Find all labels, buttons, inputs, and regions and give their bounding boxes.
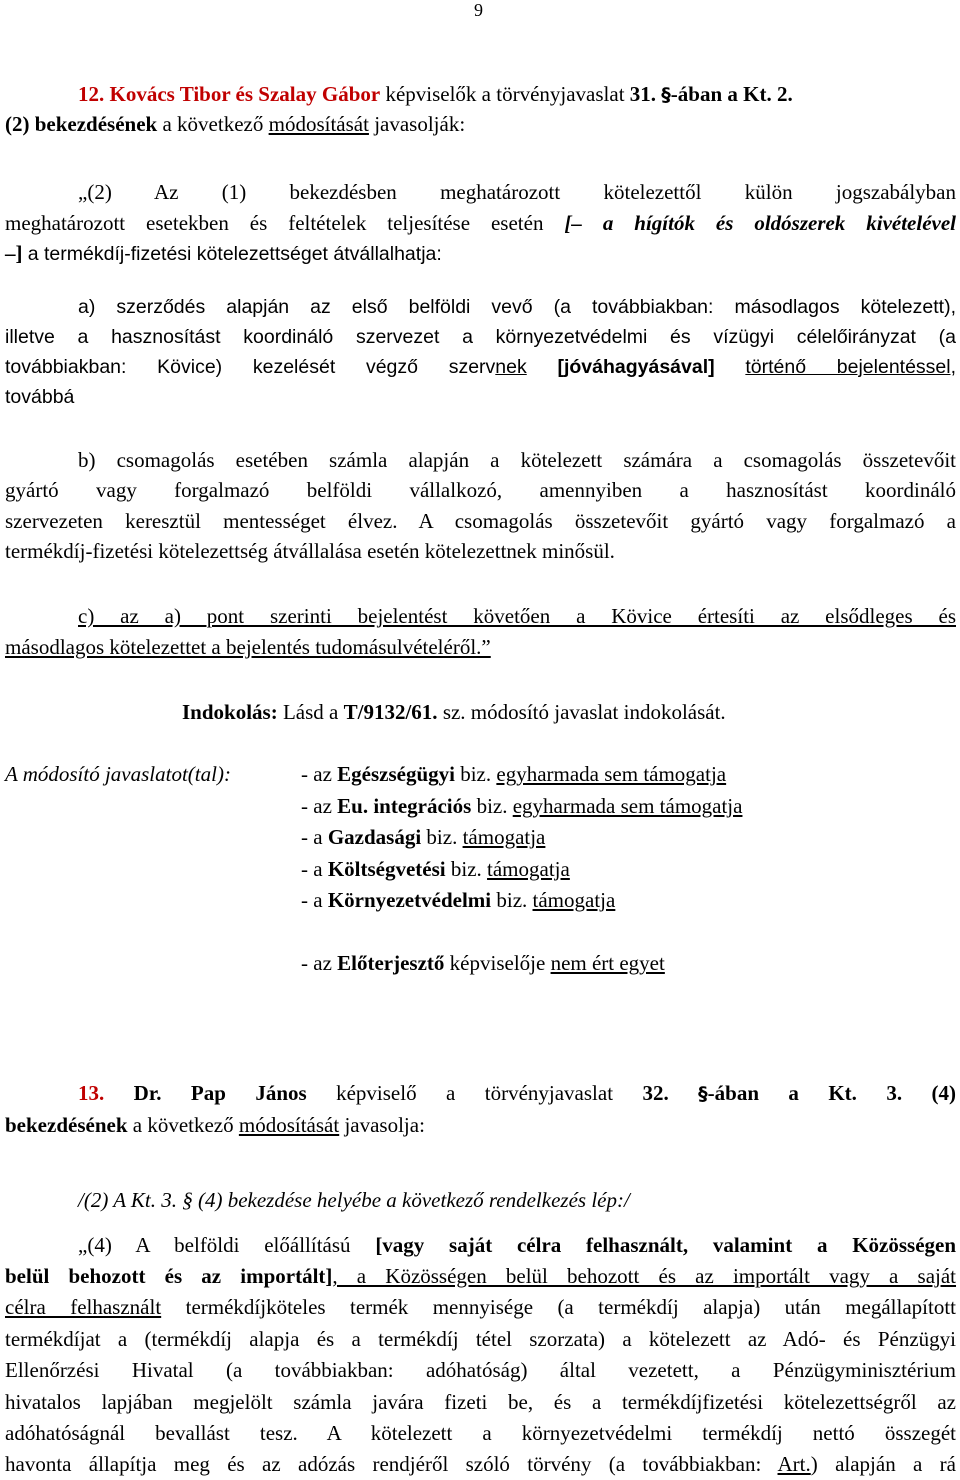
point-a-line3 <box>5 354 956 380</box>
item12-quote-line3 <box>5 240 956 267</box>
committee-vote-prefix: - az <box>301 762 332 786</box>
item12-section-sign: § <box>661 84 671 106</box>
item13-text-line1-a: „(4) A belföldi előállítású <box>78 1233 351 1257</box>
proposer-result: nem ért egyet <box>550 951 665 975</box>
committee-vote-suffix: biz. <box>460 762 492 786</box>
item13-text-line4: termékdíjat a (termékdíj alapja és a termékdíj tétel szorzata) a kötelezett az Adó- és Pénzügyi <box>5 1327 956 1351</box>
point-a-line3-suffix: nek <box>495 356 527 378</box>
item12-article: 31. <box>629 82 657 106</box>
item12-authors: Kovács Tibor és Szalay Gábor <box>109 82 381 106</box>
item12-intro-mod: módosítását <box>268 112 369 136</box>
item13-article-ref: -ában a Kt. 3. <box>707 1081 903 1105</box>
item13-text-line8-b: Art. <box>777 1452 811 1476</box>
point-b-line2: gyártó vagy forgalmazó belföldi vállalkozó, amennyiben a hasznosítást koordináló <box>5 478 956 502</box>
item12-intro-mid: képviselők a törvényjavaslat <box>385 82 625 106</box>
item12-quote-line2-text: meghatározott esetekben és feltételek teljesítése esetén <box>5 211 544 235</box>
committee-vote-result: támogatja <box>532 888 616 912</box>
item13-text-line7: adóhatóságnál bevallást tesz. A kötelezett a környezetvédelmi termékdíj nettó összegét <box>5 1421 956 1445</box>
item12-intro-end-a: a következő <box>162 112 264 136</box>
item13-text-line3 <box>5 1294 956 1320</box>
justification-text-a: Lásd a <box>282 700 339 724</box>
item13-author-name: Pap János <box>190 1081 307 1105</box>
item13-heading-line2 <box>5 1112 956 1138</box>
item13-text-line8 <box>5 1451 956 1477</box>
committee-vote-suffix: biz. <box>476 794 508 818</box>
item13-instruction: /(2) A Kt. 3. § (4) bekezdése helyébe a következő rendelkezés lép:/ <box>78 1188 630 1212</box>
committee-vote-prefix: - az <box>301 794 332 818</box>
item12-quote-line3-text: a termékdíj-fizetési kötelezettséget átvállalhatja: <box>27 243 442 265</box>
item12-number: 12. <box>78 82 105 106</box>
committee-vote-result: támogatja <box>487 857 570 881</box>
item13-text-line8-a: havonta állapítja meg és az adózás rendjéről szóló törvény (a továbbiakban: <box>5 1452 762 1476</box>
point-a-inserted: történő bejelentéssel, <box>745 356 957 378</box>
committee-vote-prefix: - a <box>301 825 323 849</box>
item13-intro-mod: módosítását <box>238 1113 340 1137</box>
committee-vote-suffix: biz. <box>450 857 482 881</box>
item13-heading <box>78 1080 956 1107</box>
point-c-line1: c) az a) pont szerinti bejelentést követően a Kövice értesíti az elsődleges és <box>78 604 956 628</box>
item13-text-line2 <box>5 1263 956 1289</box>
committee-vote-committee: Környezetvédelmi <box>327 888 492 912</box>
point-b-line4: termékdíj-fizetési kötelezettség átvállalása esetén kötelezettnek minősül. <box>5 539 615 563</box>
committee-vote-committee: Gazdasági <box>327 825 422 849</box>
point-a-line2: illetve a hasznosítást koordináló szervezet a környezetvédelmi és vízügyi célelőirányzat (a <box>5 326 956 348</box>
justification-text-b: sz. módosító javaslat indokolását. <box>442 700 726 724</box>
item13-intro-end-a: a következő <box>132 1113 234 1137</box>
committee-vote <box>301 856 901 882</box>
item13-deleted-1: [vagy saját célra felhasznált, valamint a Közösségen <box>375 1233 957 1257</box>
justification-ref: T/9132/61. <box>343 700 438 724</box>
item13-author-title: Dr. <box>133 1081 162 1105</box>
page-number: 9 <box>474 0 483 20</box>
committee-vote-prefix: - a <box>301 857 323 881</box>
item12-quote-line2 <box>5 210 956 236</box>
item13-intro-end-b: javasolja: <box>344 1113 425 1137</box>
committee-vote <box>301 824 901 850</box>
committee-vote <box>301 793 901 819</box>
proposer-suffix: képviselője <box>449 951 546 975</box>
point-b-line3: szervezeten keresztül mentességet élvez. A csomagolás összetevőit gyártó vagy forgalmazó a <box>5 509 956 533</box>
item12-paragraph-ref: (2) bekezdésének <box>5 112 158 136</box>
committee-vote-committee: Eu. integrációs <box>337 794 472 818</box>
item12-quote-deleted: [– a hígítók és oldószerek kivételével <box>564 211 957 235</box>
item13-paragraph-word: bekezdésének <box>5 1113 128 1137</box>
committee-vote-suffix: biz. <box>426 825 458 849</box>
item13-number: 13. <box>78 1081 105 1105</box>
item13-inserted-1: , a Közösségen belül behozott és az importált vagy a saját <box>332 1264 957 1288</box>
committee-vote-result: egyharmada sem támogatja <box>512 794 743 818</box>
item12-quote-line1: „(2) Az (1) bekezdésben meghatározott kötelezettől külön jogszabályban <box>78 180 956 204</box>
item13-section-sign: § <box>698 1083 708 1105</box>
item13-text-line3-b: termékdíjköteles termék mennyisége (a termékdíj alapja) után megállapított <box>185 1295 957 1319</box>
item13-text-line6: hivatalos lapjában megjelölt számla javára fizeti be, és a termékdíjfizetési kötelezettségről az <box>5 1390 956 1414</box>
votes-label: A módosító javaslatot(tal): <box>5 762 231 786</box>
proposer-name: Előterjesztő <box>337 951 445 975</box>
point-a-line3-text: továbbiakban: Kövice) kezelését végző szerv <box>5 356 496 378</box>
item13-paragraph-num: (4) <box>931 1081 957 1105</box>
item12-article-ref: -ában a Kt. 2. <box>670 82 793 106</box>
item13-intro-mid: képviselő a törvényjavaslat <box>336 1081 614 1105</box>
item12-heading-line2 <box>5 111 956 137</box>
item13-text-line8-c: ) alapján a rá <box>810 1452 956 1476</box>
proposer-vote <box>301 950 901 976</box>
committee-vote-prefix: - a <box>301 888 323 912</box>
point-b-line1: b) csomagolás esetében számla alapján a kötelezett számára a csomagolás összetevőit <box>78 448 956 472</box>
point-a-line4: továbbá <box>5 386 75 408</box>
committee-vote-suffix: biz. <box>496 888 528 912</box>
committee-vote-result: támogatja <box>462 825 546 849</box>
committee-vote <box>301 887 901 913</box>
committee-vote-committee: Költségvetési <box>327 857 446 881</box>
committee-vote-result: egyharmada sem támogatja <box>496 762 727 786</box>
proposer-prefix: - az <box>301 951 332 975</box>
item13-text-line1 <box>78 1232 956 1258</box>
item13-article: 32. <box>642 1081 669 1105</box>
item13-deleted-2: belül behozott és az importált] <box>5 1264 333 1288</box>
item13-inserted-2: célra felhasznált <box>5 1295 162 1319</box>
committee-vote <box>301 761 901 787</box>
point-c-line2: másodlagos kötelezettet a bejelentés tudomásulvételéről.” <box>5 635 491 659</box>
item12-heading <box>78 81 958 108</box>
justification-label: Indokolás: <box>182 700 278 724</box>
item12-quote-deleted-end: –] <box>5 241 23 265</box>
committee-vote-committee: Egészségügyi <box>337 762 455 786</box>
point-a-line1: a) szerződés alapján az első belföldi vevő (a továbbiakban: másodlagos kötelezett), <box>78 296 956 318</box>
point-a-deleted: [jóváhagyásával] <box>557 356 715 378</box>
justification <box>182 699 882 725</box>
item13-text-line5: Ellenőrzési Hivatal (a továbbiakban: adóhatóság) által vezetett, a Pénzügyminisztérium <box>5 1358 956 1382</box>
item12-intro-end-b: javasolják: <box>374 112 466 136</box>
